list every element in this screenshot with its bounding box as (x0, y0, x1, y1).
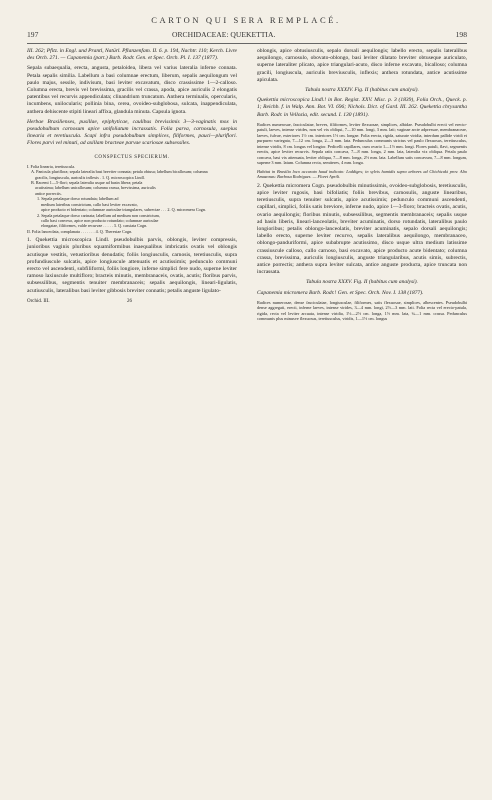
left-page-number: 197 (27, 30, 39, 39)
detailed-description-2: Radices numerosae, dense fasciculatae, longiusculae, filiformes, satis flexuosae, simplices, albescentes. Pseudobulbi dense aggregati, erecti, inferne laeves, intense virides, 3—4 mm. longi, 2½—3 mm. lati. Folia recta vel erecto-patula, rigida, recta vel leviter arcuata, intense viridia, 1½—2½ cm. longa, 1½ mm. lata, ¾—1 mm. crassa. Pedunculus communis plus minusve flexuosus, teretiusculus, viridis, 1—1½ cm. longus (257, 299, 467, 322)
conspectus-heading: CONSPECTUS SPECIERUM. (94, 154, 170, 160)
plate-reference-1: Tabula nostra XXXIV. Fig. II (habitus cum analysi). (305, 87, 419, 94)
page-footer (27, 298, 237, 306)
plate-reference-2: Tabula nostra XXXV. Fig. II (habitus cum analysi). (306, 279, 418, 286)
synonymy-2: Capanemia micromera Barb. Rodr.! Gen. et Spec. Orch. Nov. I. 138 (1877). (257, 289, 424, 296)
key-line: II. Folia lanceolata, complanata . . . . . . . 4. Q. Theresiae Cogn. (27, 228, 133, 234)
detailed-description-1: Radices numerosae, fasciculatae, breves, filiformes, leviter flexuosae, simplices, albidae. Pseudobulbi erecti vel erecto-patuli, laeves, intense virides, non vel vix obliqui, 7—10 mm. longi, 3 mm. lati; vaginae arcte adpressae, membranaceae, laeves, fulvae, exteriores 1½ cm. interiores 1½ cm. longae. Folia erecta, rigida, saturate viridia, interdum pallide viridi et purpureo variegata, 7—12 cm. longa, 2—3 mm. lata. Pedunculus communis strictus vel paulo flexuosus, teretiusculus, intense viridis, 8 cm. longus vel longior. Pedicelli capillares, cum ovario 1—1½ mm. longi. Flores patuli, flavi, segmentis erectis, apice leviter recurvis. Sepala ratis concava, 7—8 mm. longa, 2 mm. lata, lateralia vix obliqua. Petala paulo concava, basi vix attenuata, leviter obliqua, 7—8 mm. longa, 2½ mm. lata. Labellum satis concavum, 7—8 mm. longum, superne 3 mm. latum. Columna recta, semiteres, 4 mm. longa. (257, 121, 467, 166)
key-line: 1. Sepala petalaque dorso rotundata; labellum ad (37, 196, 119, 202)
habit-description: Herbae Brasilienses, pusillae, epiphyticae, caulibus brevissimis 3—3-vaginatis mox in pseudobulbum carnosum apice unifoliatum incrassatis. Folia parva, carnosula, saepius linearia et teretiuscula. Scapi infra pseudobulbum simplices, filiformes, pauci—pluriflori. Flores parvi vel minuti, ad axillam bracteae parvae scariosae subsessiles. (27, 118, 237, 147)
key-line: elongatae, filiformes, valde recurvae . . . . . 3. Q. cassiata Cogn. (41, 223, 148, 229)
species-1-description: 1. Quekettia microscopica Lindl. pseudobulbis parvis, oblongis, leviter compressis, junioribus vaginis pluribus squamiformibus inaequalibus imbricatis ovatis vel oblongis acutisque vestitis, vetustioribus denudatis; foliis longiusculis, carnosis, teretiusculis, supra profundiuscule sulcatis, apice longiuscule attenuatis et acutissimis; pedunculo communi erecto vel ascendenti, subfiliformi, foliis longiore, inferne simplici fere nudo, superne leviter ramoso laxiuscule multifloro; bracteis minutis, membranaceis, ovatis, acutis; floribus parvis, subsessilibus, segmentis tenuiter membranaceis; sepalis aequilongis, lineari-ligulatis, acutiusculis, lateralibus basi leviter gibbosis breviter connatis; petalis anguste ligulato- (27, 237, 237, 294)
key-line: callo basi convexo, apice non producto rotundato; columnae auriculae (41, 217, 159, 223)
key-line: B. Racemi 1—5-flori; sepala lateralia usque ad basin libera; petala (31, 180, 143, 186)
right-page-number: 198 (455, 30, 467, 39)
running-title: ORCHIDACEAE: QUEKETTIA. (172, 30, 276, 39)
habitat-1: Habitat in Brasilia loco accurato haud indicato: Loddiges; in sylvis humidis supra arbores ad Chichicaki prov. Alto Amazonas: Barbosa Rodrigues. — Floret Aprili. (257, 168, 467, 180)
right-column (257, 48, 467, 325)
key-line: medium lateribus constrictum, callo basi leviter excavato, (41, 201, 138, 207)
species-2-description: 2. Quekettia micromera Cogn. pseudobulbis minutissimis, ovoideo-subglobosis, teretiusculis, apice leviter rugosis, basi bifoliatis; foliis brevibus, carnosulis, anguste linearibus, teretiusculis, supra tenuiter sulcatis, apice acutissimis; pedunculo communi ascendenti, capillari, simplici, foliis satis breviore, inferne nudo, apice 1—3-floro; bracteis ovatis, acutis, ovario aequilongis; floribus minutis, subsessilibus, segmentis membranaceis; sepalis usque ad basin liberis, lineari-lanceolatis, breviter acuminatis, dorso rotundatis, lateralibus paulo longioribus; petalis oblongo-lanceolatis, breviter acuminatis, sepalo dorsali aequilongis; labello erecto, superne leviter recurvo, sepalis lateralibus aequilongo, membranaceo, oblongo-panduriformi, apice subabrupte acutissimo, disco usque ultra medium latissime crassiuscule calloso, callo carnoso, basi excavato, apice producto acute bidentato; columna crassa, brevissima, auriculis longiusculis, anguste triangularibus, acutis simis, subrectis, antice porrectis; anthera supra leviter sulcata, antice anguste producta, apice truncata non incrassata. (257, 182, 467, 276)
citation-paragraph: III. 262; Pfitz. in Engl. und Prantl, Natürl. Pflanzenfam. II. 6. p. 194, Nachtr. 110; Kerch. Livre des Orch. 271. — Capanemia (part.) Barb. Rodr. Gen. et Spec. Orch. Pl. I. 137 (1877). (27, 48, 237, 62)
species-1-continuation: oblongis, apice obtusiusculis, sepalo dorsali aequilongis; labello erecto, sepalis lateralibus aequilongo, carnosulo, obovato-oblongo, basi leviter dilatato breviter obtuseque auriculato, superne lateraliter plicato, apice triangulari-acuto, disco inferne excavato, bicalloso; columna gracili, longiuscula, auriculis breviusculis, inflexis; anthera rotundata, antice acutissime apiculata. (257, 48, 467, 83)
header-rule (27, 43, 467, 44)
key-line: A. Panicula pluriflora; sepala lateralia basi breviter connata; petala obtusa; labellum bicallosum; columna (31, 169, 208, 175)
species-key (27, 164, 237, 234)
key-line: acutissima; labellum unicallosum; columna crassa, brevissima, auriculis (35, 185, 156, 191)
key-line: antice porrectis. (35, 190, 62, 196)
genus-description: Sepala subaequalia, erecta, angusta, petaloidea, libera vel varius lateralia inferne connata. Petala sepalis similia. Labellum a basi columnae erectum, liberum, sepalis aequilongum vel paulo majus, sessile, indivisum, basi leviter excavatum, disco crassissime 1—2-calloso. Columna erecta, brevis vel brevissima, gracilis vel crassa, apoda, apice auriculis 2 elongatis patentibus vel recurvis appendiculata; clinandrium truncatum. Anthera terminalis, opercularis, incumbens, unilocularis; pollinia bina, cerea, ovoideo-subglobosa, sulcata, inappendiculata, anthera dehiscente stipiti lineari affixa, glandula minuta. Capsula ignota. (27, 65, 237, 115)
footer-volume: Orchid. III. (27, 298, 50, 304)
key-line: 2. Sepala petalaque dorso carinata; labellum ad medium non constrictum, (37, 212, 160, 218)
key-line: apice producto et bidentato; columnae auriculae triangulares, subrectae . . . 2. Q. micromera Cogn. (41, 207, 206, 213)
key-line: gracilis, longiuscula, auriculis inflexis . 1. Q. microscopica Lindl. (35, 174, 145, 180)
key-line: I. Folia linearia, teretiuscula. (27, 163, 76, 169)
replacement-stamp: CARTON QUI SERA REMPLACÉ. (151, 15, 341, 25)
synonymy-1: Quekettia microscopica Lindl.! in Bot. Regist. XXV. Misc. p. 3 (1839), Folia Orch., Queck. p. 1; Reichb. f. in Walp. Ann. Bot. VI. 696; Nichols. Dict. of Gard. III. 262. Quekettia chrysantha Barb. Rodr. in Vellozia, edit. secund. I. 130 (1891). (257, 97, 467, 118)
left-column (27, 48, 237, 306)
footer-sheet-number: 26 (127, 298, 132, 304)
running-header (27, 30, 467, 42)
